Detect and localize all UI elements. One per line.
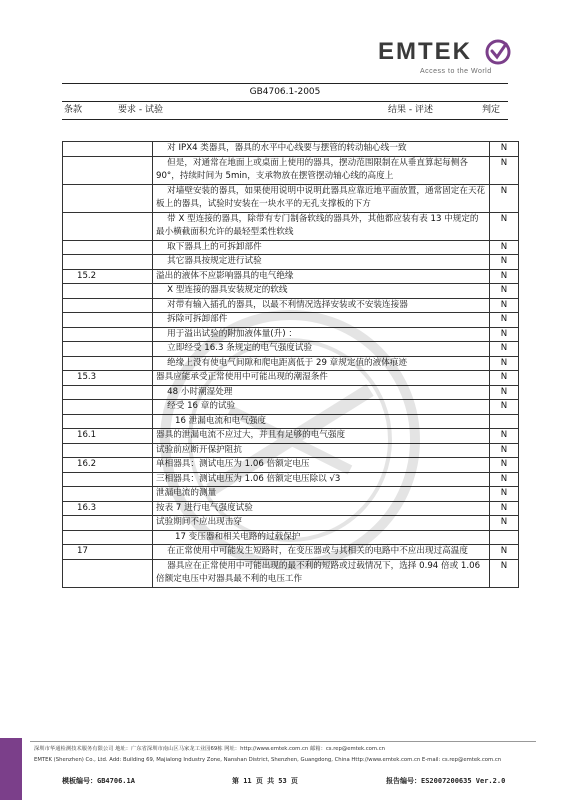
table-row xyxy=(63,429,519,444)
clause-cell: 16.1 xyxy=(63,429,153,444)
requirement-cell: 用于溢出试验的附加液体量(升) ： xyxy=(153,327,490,342)
clause-cell xyxy=(63,516,153,531)
clause-cell: 16.2 xyxy=(63,458,153,473)
col-result: 结果 - 评述 xyxy=(388,105,433,115)
requirement-cell: 经受 16 章的试验 xyxy=(153,400,490,415)
report-number: 报告编号：ES2007200635 Ver.2.0 xyxy=(386,777,506,785)
verdict-cell: N xyxy=(490,458,519,473)
requirement-cell: 对 IPX4 类器具，器具的水平中心线要与摆管的转动轴心线一致 xyxy=(153,142,490,157)
table-row xyxy=(63,414,519,429)
table-row xyxy=(63,184,519,212)
requirement-cell: 单相器具：测试电压为 1.06 倍额定电压 xyxy=(153,458,490,473)
verdict-cell: N xyxy=(490,472,519,487)
verdict-cell: N xyxy=(490,516,519,531)
clause-cell xyxy=(63,385,153,400)
requirement-cell: 在正常使用中可能发生短路时，在变压器或与其相关的电路中不应出现过高温度 xyxy=(153,545,490,560)
requirement-cell: 试验期间不应出现击穿 xyxy=(153,516,490,531)
requirement-cell: 但是，对通常在地面上或桌面上使用的器具，摆动范围限制在从垂直算起每侧各 90°，持续时间为 5min，支承物放在摆管摆动轴心线的高度上 xyxy=(153,156,490,184)
clause-cell: 16.3 xyxy=(63,501,153,516)
table-row xyxy=(63,255,519,270)
clause-cell: 17 xyxy=(63,545,153,560)
clause-cell xyxy=(63,142,153,157)
verdict-cell: N xyxy=(490,501,519,516)
footer-divider xyxy=(30,741,536,742)
requirement-cell: 拆除可拆卸部件 xyxy=(153,313,490,328)
requirement-cell: 三相器具：测试电压为 1.06 倍额定电压除以 √3 xyxy=(153,472,490,487)
page-number: 第 11 页 共 53 页 xyxy=(232,777,298,785)
verdict-cell xyxy=(490,530,519,545)
table-row xyxy=(63,269,519,284)
col-clause: 条款 xyxy=(64,105,83,115)
clause-cell xyxy=(63,240,153,255)
verdict-cell: N xyxy=(490,313,519,328)
standard-number: GB4706.1-2005 xyxy=(62,83,508,102)
clause-cell xyxy=(63,530,153,545)
requirement-cell: 按表 7 进行电气强度试验 xyxy=(153,501,490,516)
clause-cell xyxy=(63,212,153,240)
verdict-cell: N xyxy=(490,327,519,342)
clause-cell xyxy=(63,298,153,313)
verdict-cell: N xyxy=(490,284,519,299)
clause-cell xyxy=(63,284,153,299)
table-row xyxy=(63,327,519,342)
requirement-cell: 其它器具按规定进行试验 xyxy=(153,255,490,270)
clause-cell xyxy=(63,443,153,458)
table-row xyxy=(63,530,519,545)
requirement-cell: 溢出的液体不应影响器具的电气绝缘 xyxy=(153,269,490,284)
clause-cell xyxy=(63,487,153,502)
table-row xyxy=(63,458,519,473)
template-number: 模板编号：GB4706.1A xyxy=(62,777,135,785)
verdict-cell: N xyxy=(490,443,519,458)
table-row xyxy=(63,487,519,502)
clause-cell xyxy=(63,313,153,328)
verdict-cell: N xyxy=(490,356,519,371)
table-row xyxy=(63,400,519,415)
clause-cell xyxy=(63,156,153,184)
clause-cell xyxy=(63,255,153,270)
requirement-cell: 带 X 型连接的器具，除带有专门制备软线的器具外，其他都应装有表 13 中规定的最小横截面积允许的最轻型柔性软线 xyxy=(153,212,490,240)
col-verdict: 判定 xyxy=(482,105,501,115)
verdict-cell: N xyxy=(490,298,519,313)
table-row xyxy=(63,356,519,371)
verdict-cell: N xyxy=(490,429,519,444)
verdict-cell: N xyxy=(490,269,519,284)
col-requirement: 要求 - 试验 xyxy=(118,105,163,115)
clause-cell xyxy=(63,356,153,371)
requirement-cell: X 型连接的器具安装规定的软线 xyxy=(153,284,490,299)
requirement-cell: 16 泄漏电流和电气强度 xyxy=(153,414,490,429)
table-row xyxy=(63,371,519,386)
requirement-cell: 17 变压器和相关电路的过载保护 xyxy=(153,530,490,545)
requirement-cell: 48 小时潮湿处理 xyxy=(153,385,490,400)
requirement-cell: 对带有输入插孔的器具，以最不利情况选择安装或不安装连接器 xyxy=(153,298,490,313)
verdict-cell: N xyxy=(490,142,519,157)
table-row xyxy=(63,212,519,240)
verdict-cell: N xyxy=(490,156,519,184)
footer-accent-bar xyxy=(0,738,22,800)
verdict-cell: N xyxy=(490,487,519,502)
table-row xyxy=(63,298,519,313)
verdict-cell: N xyxy=(490,255,519,270)
verdict-cell: N xyxy=(490,371,519,386)
logo-tagline: Access to the World xyxy=(420,68,492,75)
column-header xyxy=(62,101,508,120)
verdict-cell: N xyxy=(490,212,519,240)
footer-address-en: EMTEK (Shenzhen) Co., Ltd. Add: Building 69, Majialong Industry Zone, Nanshan District, Shenzhen, Guangdong, China Http://www.emtek.com.cn E-mail: cs.rep@emtek.com.cn xyxy=(34,757,502,763)
verdict-cell: N xyxy=(490,400,519,415)
clause-cell xyxy=(63,414,153,429)
verdict-cell: N xyxy=(490,385,519,400)
emtek-check-icon xyxy=(484,38,512,66)
requirement-cell: 试验前应断开保护阻抗 xyxy=(153,443,490,458)
verdict-cell: N xyxy=(490,559,519,587)
table-row xyxy=(63,385,519,400)
footer-address-cn: 深圳市华通检测技术服务有限公司 地址：广东省深圳市南山区马家龙工业园69栋 网址：http://www.emtek.com.cn 邮箱：cs.rep@emtek.com.cn xyxy=(34,746,385,752)
table-row xyxy=(63,545,519,560)
requirement-cell: 取下器具上的可拆卸部件 xyxy=(153,240,490,255)
requirement-cell: 器具应在正常使用中可能出现的最不利的短路或过载情况下，选择 0.94 倍或 1.06 倍额定电压中对器具最不利的电压工作 xyxy=(153,559,490,587)
verdict-cell: N xyxy=(490,342,519,357)
clause-cell xyxy=(63,400,153,415)
clause-cell xyxy=(63,327,153,342)
requirement-cell: 泄漏电流的测量 xyxy=(153,487,490,502)
clause-cell xyxy=(63,342,153,357)
clause-cell: 15.2 xyxy=(63,269,153,284)
table-row xyxy=(63,443,519,458)
table-row xyxy=(63,284,519,299)
table-row xyxy=(63,240,519,255)
clause-cell xyxy=(63,472,153,487)
clause-cell: 15.3 xyxy=(63,371,153,386)
table-row xyxy=(63,516,519,531)
requirement-cell: 器具应能承受正常使用中可能出现的潮湿条件 xyxy=(153,371,490,386)
requirement-cell: 对墙壁安装的器具，如果使用说明中说明此器具应靠近地平面放置，通常固定在天花板上的器具，试验时安装在一块水平的无孔支撑板的下方 xyxy=(153,184,490,212)
verdict-cell: N xyxy=(490,545,519,560)
verdict-cell xyxy=(490,414,519,429)
table-row xyxy=(63,501,519,516)
verdict-cell: N xyxy=(490,240,519,255)
requirements-table xyxy=(62,141,519,588)
table-row xyxy=(63,559,519,587)
table-row xyxy=(63,342,519,357)
requirement-cell: 立即经受 16.3 条规定的电气强度试验 xyxy=(153,342,490,357)
table-row xyxy=(63,313,519,328)
clause-cell xyxy=(63,184,153,212)
table-row xyxy=(63,156,519,184)
table-row xyxy=(63,472,519,487)
logo-text: EMTEK xyxy=(378,38,472,65)
table-row xyxy=(63,142,519,157)
requirement-cell: 绝缘上没有使电气间隙和爬电距离低于 29 章规定值的液体痕迹 xyxy=(153,356,490,371)
requirement-cell: 器具的泄漏电流不应过大，并且有足够的电气强度 xyxy=(153,429,490,444)
verdict-cell: N xyxy=(490,184,519,212)
clause-cell xyxy=(63,559,153,587)
